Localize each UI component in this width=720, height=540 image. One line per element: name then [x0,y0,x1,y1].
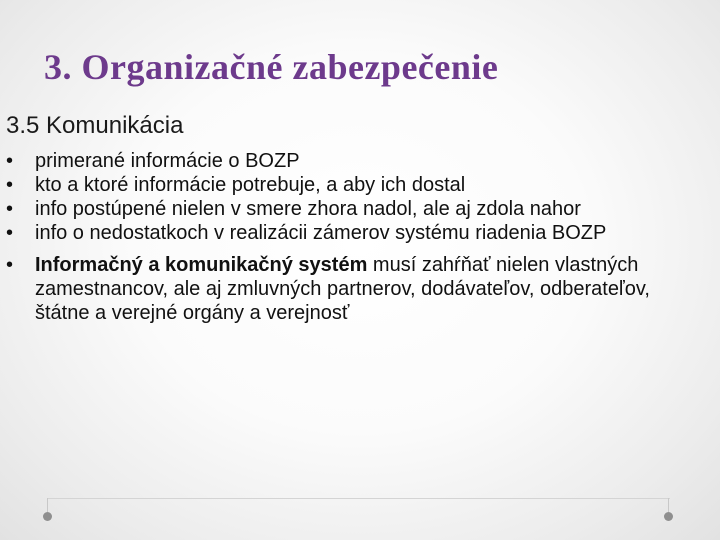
bullet-marker: • [6,198,14,220]
bullet-text: primerané informácie o BOZP [35,150,300,172]
bullet-marker: • [6,254,14,276]
list-item [0,197,700,221]
list-item [0,221,700,245]
bullet-text: kto a ktoré informácie potrebuje, a aby ich dostal [35,174,466,196]
decorative-dot-right [664,512,673,521]
decorative-connector-right [668,498,669,512]
decorative-dot-left [43,512,52,521]
bullet-marker: • [6,222,14,244]
bullet-text: info o nedostatkoch v realizácii zámerov systému riadenia BOZP [35,222,607,244]
list-item [0,253,700,325]
decorative-connector-left [47,498,48,512]
bullet-list [0,149,700,325]
bullet-text: musí zahŕňať nielen vlastných zamestnancov, ale aj zmluvných partnerov, dodávateľov, odberateľov, štátne a verejné orgány a verejnosť [35,254,650,324]
list-item [0,173,700,197]
slide-title: 3. Organizačné zabezpečenie [44,47,499,87]
section-subtitle: 3.5 Komunikácia [6,112,184,139]
decorative-divider [48,498,670,499]
bullet-text: info postúpené nielen v smere zhora nadol, ale aj zdola nahor [35,198,581,220]
bullet-bold-text: Informačný a komunikačný systém [35,254,368,276]
bullet-marker: • [6,174,14,196]
bullet-marker: • [6,150,14,172]
list-item [0,149,700,173]
